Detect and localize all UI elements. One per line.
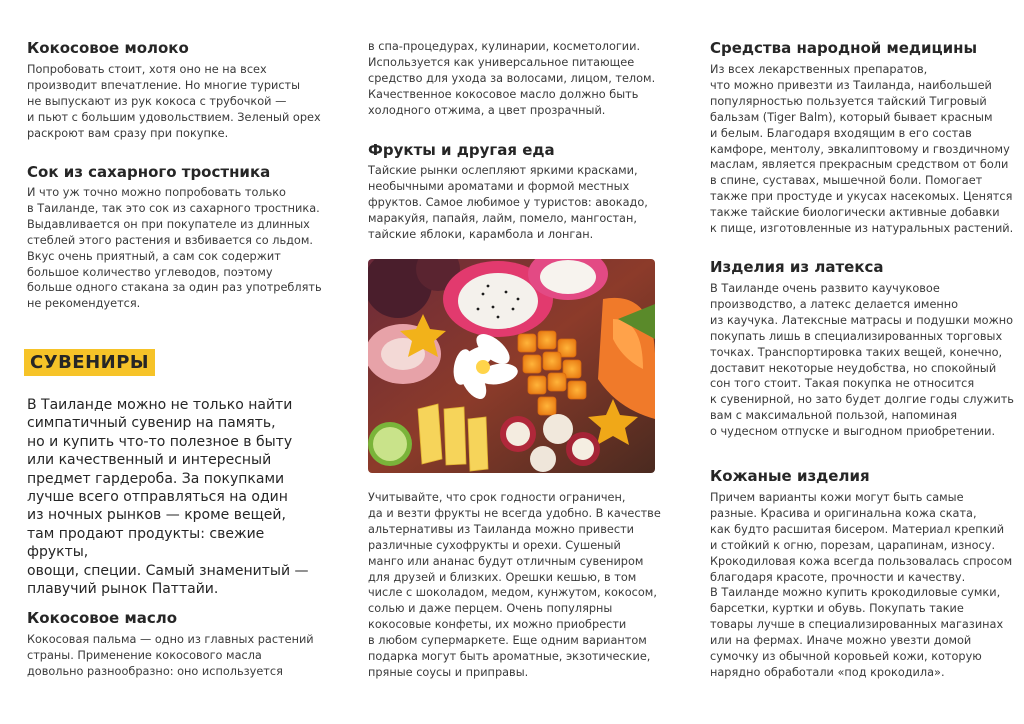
text-dried-fruits: Учитывайте, что срок годности ограничен, да и везти фрукты не всегда удобно. В качестве альтернативы из Таиланда можно привести различные сухофрукты и орехи. Сушеный манго или ананас будут отличным сувениром для друзей и близких. Орешки кешью, в том числе с шоколадом, медом, кунжутом, кокосом, солью и даже перцем. Очень популярны кокосовые конфеты, их можно приобрести в любом супермаркете. Еще одним вариантом подарка могут быть ароматные, экзотические, пряные соусы и приправы. xyxy=(368,491,661,679)
section-badge-souvenirs: СУВЕНИРЫ xyxy=(24,349,155,376)
text-coconut-milk: Попробовать стоит, хотя оно не на всех производит впечатление. Но многие туристы не выпускают из рук кокоса с трубочкой — и пьют с большим удовольствием. Зеленый орех раскроют вам сразу при покупке. xyxy=(27,63,321,140)
text-folk-medicine: Из всех лекарственных препаратов, что можно привезти из Таиланда, наибольшей популярностью пользуется тайский Тигровый бальзам (Tiger Balm), который бывает красным и белым. Благодаря входящим в его состав камфоре, ментолу, эвкалиптовому и гвоздичному маслам, является прекрасным средством от боли в спине, суставах, мышечной боли. Помогает также при простуде и укусах насекомых. Ценятся также тайские биологически активные добавки к пище, изготовленные из натуральных растений. xyxy=(710,63,1014,236)
heading-coconut-oil: Кокосовое масло xyxy=(27,609,178,627)
text-leather-goods: Причем варианты кожи могут быть самые разные. Красива и оригинальна кожа ската, как будто расшитая бисером. Материал крепкий и стойкий к огню, порезам, царапинам, износу. Крокодиловая кожа всегда пользовалась спросом благодаря красоте, прочности и качеству. В Таиланде можно купить крокодиловые сумки, барсетки, куртки и обувь. Покупать такие товары лучше в специализированных магазинах или на фермах. Иначе можно увезти домой сумочку из обычной коровьей кожи, которую нарядно обработали «под крокодила». xyxy=(710,491,1013,679)
souvenirs-lead-paragraph: В Таиланде можно не только найти симпатичный сувенир на память, но и купить что-то полезное в быту или качественный и интересный предмет гардероба. За покупками лучше всего отправляться на один из ночных рынков — кроме вещей, там продают продукты: свежие фрукты, овощи, специи. Самый знаменитый — плавучий рынок Паттайи. xyxy=(27,397,309,598)
heading-leather-goods: Кожаные изделия xyxy=(710,467,870,485)
text-latex-products: В Таиланде очень развито каучуковое производство, а латекс делается именно из каучука. Латексные матрасы и подушки можно покупать лишь в специализированных торговых точках. Транспортировка таких вещей, конечно, доставит некоторые неудобства, но спокойный сон того стоит. Такая покупка не относится к сувенирной, но зато будет долгие годы служить вам с максимальной пользой, напоминая о чудесном отпуске и выгодном приобретении. xyxy=(710,282,1014,439)
heading-coconut-milk: Кокосовое молоко xyxy=(27,39,189,57)
heading-fruits: Фрукты и другая еда xyxy=(368,141,555,159)
fruit-platter-photo xyxy=(368,259,655,473)
text-fruits: Тайские рынки ослепляют яркими красками, необычными ароматами и формой местных фруктов. Самое любимое у туристов: авокадо, маракуйя, папайя, лайм, помело, мангостан, тайские яблоки, карамбола и лонган. xyxy=(368,164,648,241)
text-coconut-oil-continued: в спа-процедурах, кулинарии, косметологии. Используется как универсальное питающее средство для ухода за волосами, лицом, телом. Качественное кокосовое масло должно быть холодного отжима, а цвет прозрачный. xyxy=(368,40,656,117)
text-sugarcane-juice: И что уж точно можно попробовать только в Таиланде, так это сок из сахарного тростника. Выдавливается он при покупателе из длинных стеблей этого растения и взбивается со льдом. Вкус очень приятный, а сам сок содержит большое количество углеводов, поэтому больше одного стакана за один раз употреблять не рекомендуется. xyxy=(27,186,322,311)
heading-sugarcane-juice: Сок из сахарного тростника xyxy=(27,163,271,181)
heading-latex-products: Изделия из латекса xyxy=(710,258,884,276)
text-coconut-oil: Кокосовая пальма — одно из главных растений страны. Применение кокосового масла довольно разнообразно: оно используется xyxy=(27,633,314,678)
heading-folk-medicine: Средства народной медицины xyxy=(710,39,978,57)
